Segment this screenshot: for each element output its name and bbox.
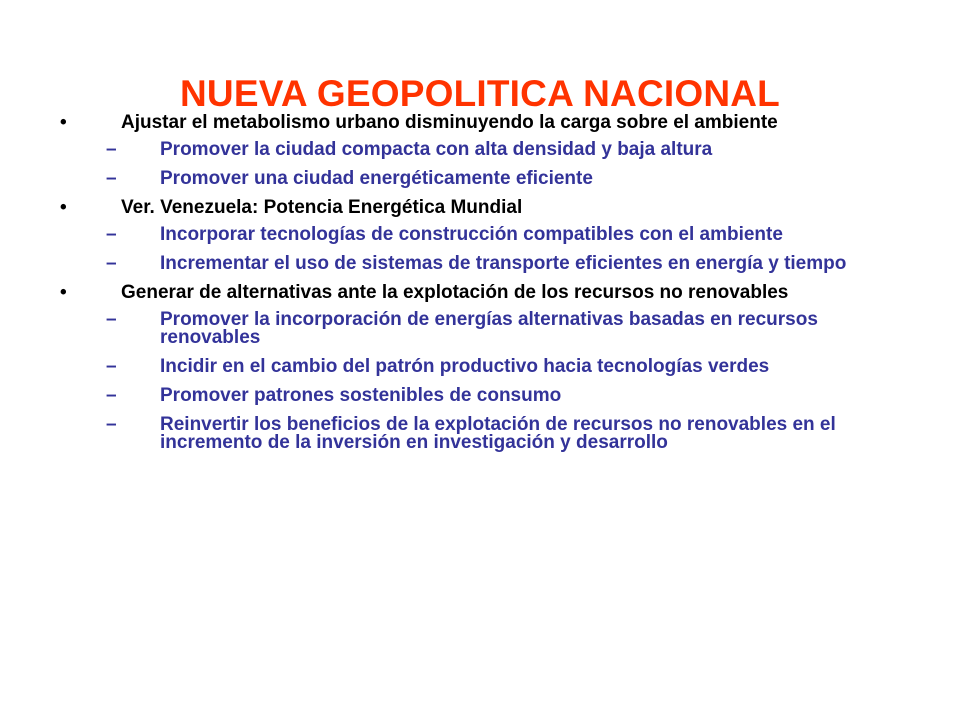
sub-bullet-text: Promover la incorporación de energías alternativas basadas en recursos renovables <box>160 309 818 348</box>
dash-marker: – <box>106 356 117 377</box>
sub-bullet-text: Promover patrones sostenibles de consumo <box>160 385 562 406</box>
dash-marker: – <box>106 309 117 330</box>
dash-marker: – <box>106 385 117 406</box>
bullet-item <box>56 114 916 132</box>
bullet-marker: • <box>60 282 67 303</box>
sub-bullet-item <box>56 387 916 405</box>
dash-marker: – <box>106 224 117 245</box>
sub-bullet-text: Promover una ciudad energéticamente eficiente <box>160 168 593 189</box>
bullet-item <box>56 284 916 302</box>
sub-bullet-text: Incidir en el cambio del patrón productivo hacia tecnologías verdes <box>160 356 770 377</box>
slide-title: NUEVA GEOPOLITICA NACIONAL <box>180 72 780 114</box>
dash-marker: – <box>106 139 117 160</box>
dash-marker: – <box>106 253 117 274</box>
sub-bullet-text: Reinvertir los beneficios de la explotación de recursos no renovables en el incremento de la inversión en investigación y desarrollo <box>160 414 836 453</box>
sub-bullet-text: Incorporar tecnologías de construcción compatibles con el ambiente <box>160 224 783 245</box>
sub-bullet-item <box>56 255 916 273</box>
sub-bullet-item <box>56 226 916 244</box>
bullet-marker: • <box>60 197 67 218</box>
bullet-text: Ajustar el metabolismo urbano disminuyendo la carga sobre el ambiente <box>121 112 778 133</box>
sub-bullet-text: Promover la ciudad compacta con alta densidad y baja altura <box>160 139 713 160</box>
slide-content <box>56 114 916 463</box>
bullet-item <box>56 199 916 217</box>
sub-bullet-item <box>56 311 916 347</box>
sub-bullet-text: Incrementar el uso de sistemas de transporte eficientes en energía y tiempo <box>160 253 847 274</box>
sub-bullet-item <box>56 170 916 188</box>
bullet-text: Generar de alternativas ante la explotación de los recursos no renovables <box>121 282 789 303</box>
bullet-text: Ver. Venezuela: Potencia Energética Mundial <box>121 197 523 218</box>
dash-marker: – <box>106 168 117 189</box>
bullet-marker: • <box>60 112 67 133</box>
sub-bullet-item <box>56 358 916 376</box>
sub-bullet-item <box>56 141 916 159</box>
dash-marker: – <box>106 414 117 435</box>
sub-bullet-item <box>56 416 916 452</box>
